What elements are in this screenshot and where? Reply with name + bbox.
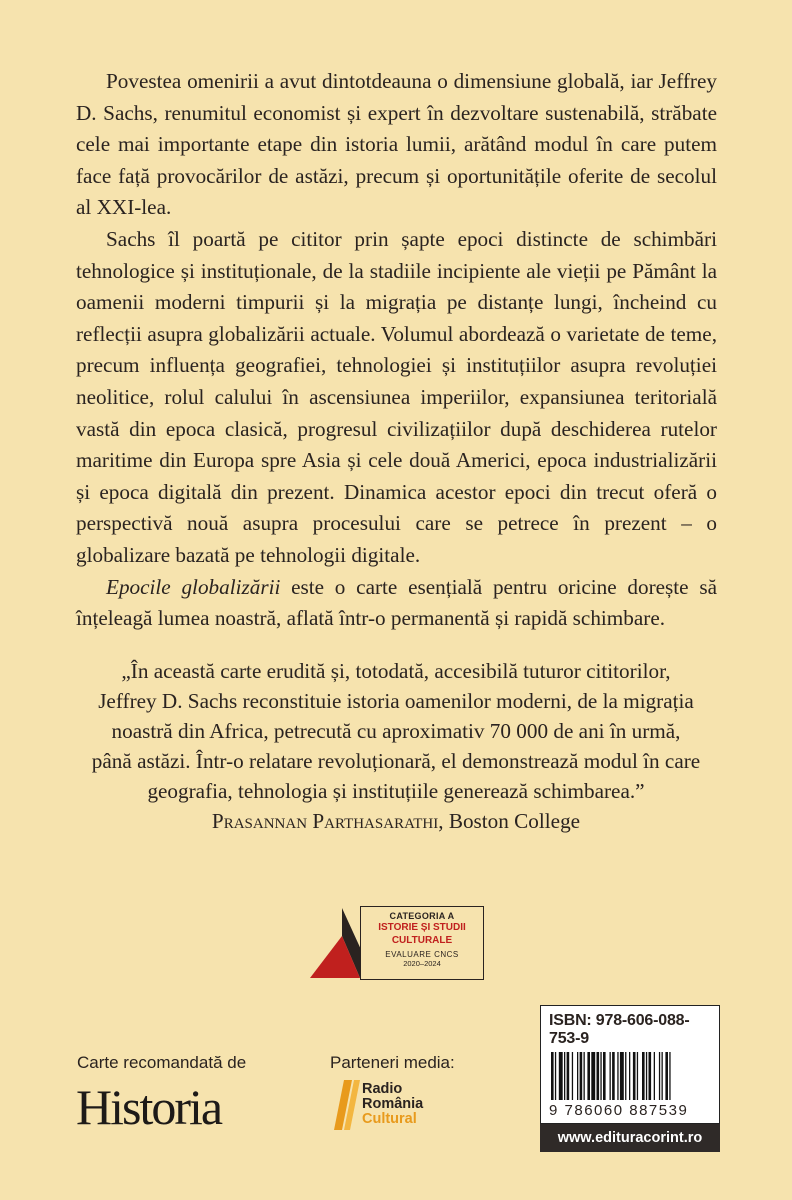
radio-stripes-icon [330, 1078, 360, 1132]
publisher-website: www.edituracorint.ro [540, 1124, 720, 1152]
barcode-bar [577, 1052, 578, 1100]
barcode-bar [612, 1052, 615, 1100]
barcode-bar [603, 1052, 606, 1100]
quote-line: până astăzi. Într-o relatare revoluționară, el demonstrează modul în care [91, 749, 701, 773]
barcode-bar [610, 1052, 611, 1100]
blurb-paragraph-1: Povestea omenirii a avut dintotdeauna o dimensiune globală, iar Jeffrey D. Sachs, renumitul economist și expert în dezvoltare sustenabilă, străbate cele mai importante etape din istoria lumii, arătând modul în care putem face față provocărilor de astăzi, precum și oportunitățile oferite de secolul al XXI-lea. [76, 69, 717, 220]
radio-line-3: Cultural [362, 1111, 417, 1127]
barcode-bar [591, 1052, 595, 1100]
barcode-bar [617, 1052, 618, 1100]
isbn-label: ISBN: 978-606-088-753-9 [549, 1012, 690, 1047]
barcode-bar [584, 1052, 585, 1100]
barcode-bar [646, 1052, 647, 1100]
barcode-bar [559, 1052, 563, 1100]
book-title-italic: Epocile globalizării [106, 574, 281, 599]
cncs-years: 2020–2024 [403, 959, 441, 968]
quote-line: geografia, tehnologia și instituțiile generează schimbarea.” [147, 779, 645, 803]
cncs-category: CATEGORIA A [389, 911, 455, 921]
barcode-bar [587, 1052, 590, 1100]
quote-line: „În această carte erudită și, totodată, accesibilă tuturor cititorilor, [121, 659, 671, 683]
quote-attribution [40, 806, 752, 836]
blurb-paragraph-3 [76, 572, 717, 635]
barcode-bar [580, 1052, 583, 1100]
quote-line: Jeffrey D. Sachs reconstituie istoria oamenilor moderni, de la migrația [98, 689, 694, 713]
radio-romania-cultural-logo [330, 1078, 470, 1138]
barcode-bar [662, 1052, 663, 1100]
cncs-category-badge [308, 906, 484, 980]
media-partners-label: Parteneri media: [330, 1053, 455, 1072]
barcode-bar [597, 1052, 600, 1100]
historia-logo: Historia [76, 1079, 222, 1135]
review-quote [40, 656, 752, 836]
radio-logo-text [362, 1082, 423, 1127]
barcode-bar [625, 1052, 626, 1100]
barcode-bar [572, 1052, 573, 1100]
barcode-bar [649, 1052, 652, 1100]
barcode-bar [654, 1052, 655, 1100]
barcode-bar [620, 1052, 624, 1100]
barcode-bar [659, 1052, 660, 1100]
barcode-bar [633, 1052, 636, 1100]
barcode-bar [642, 1052, 645, 1100]
barcode-icon [549, 1052, 711, 1100]
blurb-paragraph-3-rest: este o carte esențială pentru oricine dorește să înțeleagă lumea noastră, aflată într-o permanentă și rapidă schimbare. [76, 574, 717, 631]
barcode-bar [637, 1052, 638, 1100]
quote-author: Prasannan Parthasarathi [211, 809, 439, 833]
quote-line: noastră din Africa, petrecută cu aproximativ 70 000 de ani în urmă, [111, 719, 681, 743]
barcode-digits: 9 786060 887539 [549, 1102, 689, 1119]
back-cover-blurb [76, 66, 717, 635]
barcode-bar [564, 1052, 565, 1100]
barcode-bar [629, 1052, 630, 1100]
cncs-label-box [360, 906, 484, 980]
radio-line-2: România [362, 1096, 424, 1112]
barcode-bar [669, 1052, 670, 1100]
quote-affiliation: , Boston College [438, 809, 581, 833]
cncs-field-line-2: CULTURALE [391, 935, 453, 946]
isbn-barcode-box [540, 1005, 720, 1124]
isbn-block [540, 1005, 720, 1152]
cncs-evaluation: EVALUARE CNCS [385, 950, 459, 959]
radio-line-1: Radio [362, 1081, 403, 1097]
recommended-by-label: Carte recomandată de [77, 1053, 247, 1072]
barcode-bar [551, 1052, 554, 1100]
barcode-bar [665, 1052, 668, 1100]
cncs-field-line-1: ISTORIE ȘI STUDII [378, 922, 466, 933]
barcode-bar [600, 1052, 601, 1100]
barcode-bar [555, 1052, 556, 1100]
blurb-paragraph-2: Sachs îl poartă pe cititor prin șapte epoci distincte de schimbări tehnologice și instituționale, de la stadiile incipiente ale vieții pe Pământ la oamenii moderni timpurii și la migrația pe distanțe lungi, încheind cu reflecții asupra globalizării actuale. Volumul abordează o varietate de teme, precum influența geografiei, tehnologiei și instituțiilor asupra revoluției neolitice, rolul calului în ascensiunea imperiilor, expansiunea teritorială vastă din epoca clasică, progresul civilizațiilor după deschiderea rutelor maritime din Europa spre Asia și cele două Americi, epoca industrializării și epoca digitală din prezent. Dinamica acestor epoci din trecut oferă o perspectivă nouă asupra procesului care se petrece în prezent – o globalizare bazată pe tehnologii digitale. [76, 226, 717, 567]
barcode-bar [567, 1052, 570, 1100]
